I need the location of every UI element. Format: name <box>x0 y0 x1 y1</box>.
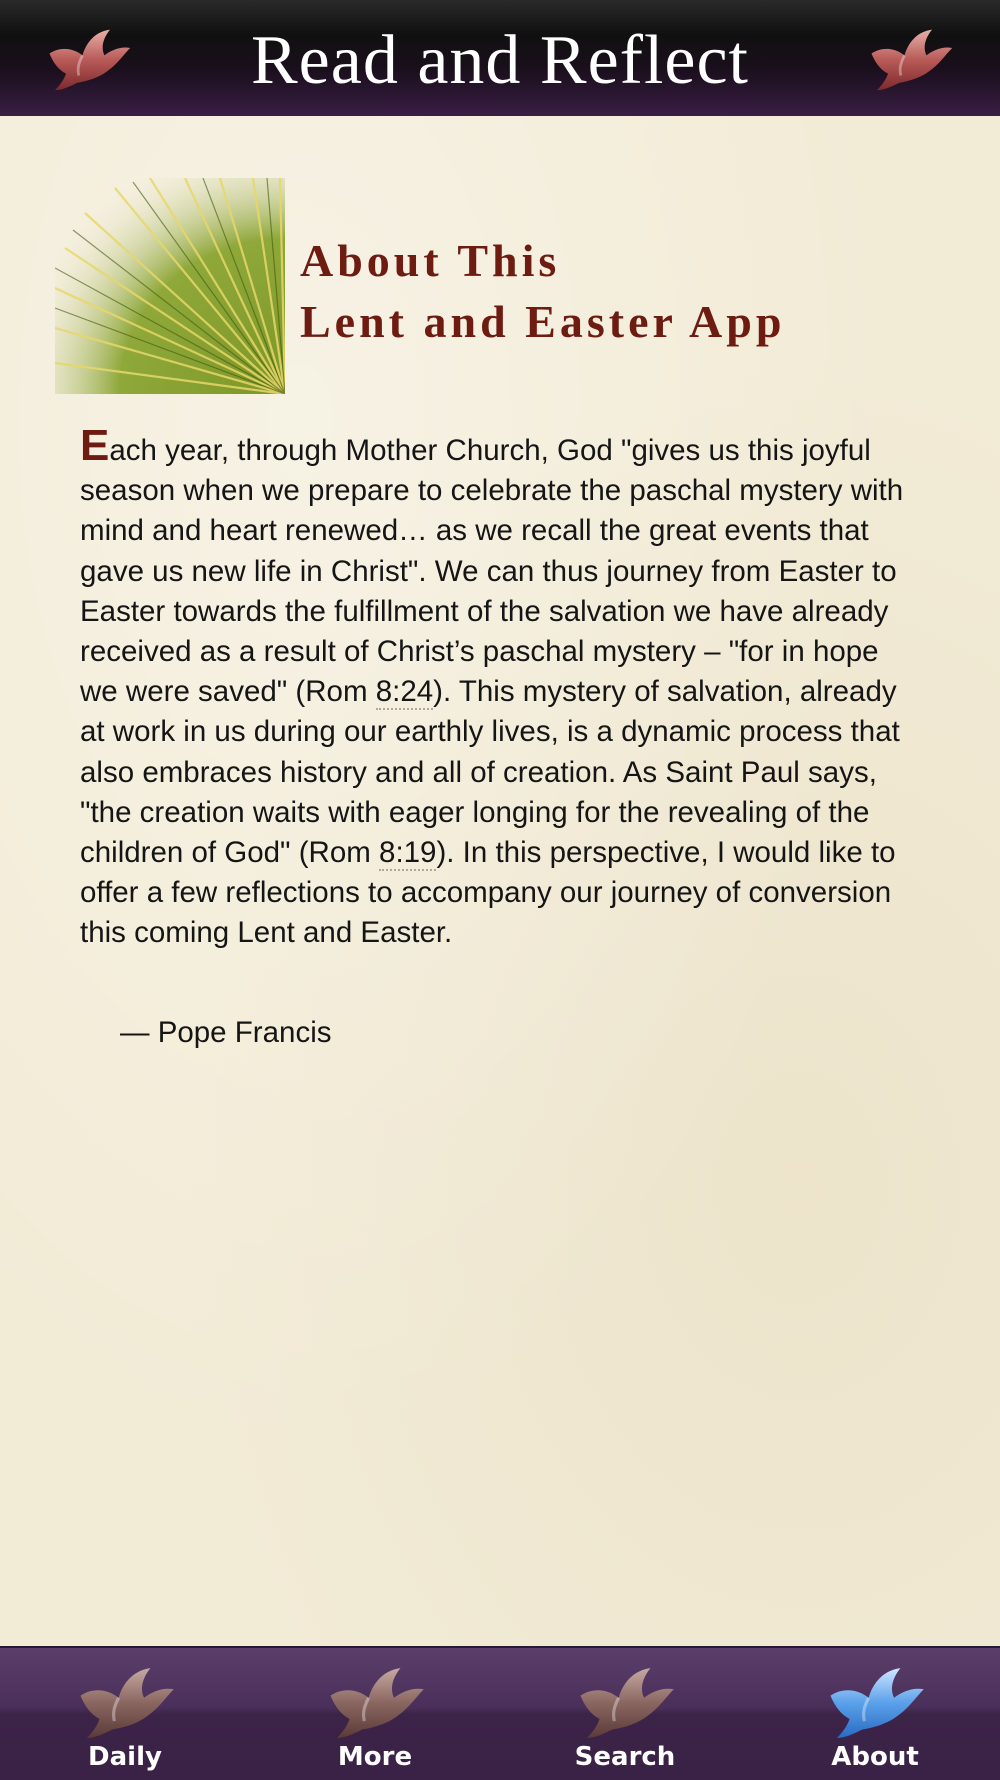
heading-line-2: Lent and Easter App <box>300 296 786 347</box>
about-content <box>0 116 1000 1646</box>
tab-more[interactable] <box>250 1648 500 1780</box>
body-text-part-2: ). This mystery of salvation, already at work in us during our earthly lives, is a dynamic process that also embraces history and all of creation. As Saint Paul says, "the creation waits with eager longing for the revealing of the children of God" (Rom <box>80 675 900 870</box>
tab-daily[interactable] <box>0 1648 250 1780</box>
body-text-part-1: ach year, through Mother Church, God "gives us this joyful season when we prepare to celebrate the paschal mystery with mind and heart renewed… as we recall the great events that gave us new life in Christ". We can thus journey from Easter to Easter towards the fulfillment of the salvation we have already received as a result of Christ’s paschal mystery – "for in hope we were saved" (Rom <box>80 434 904 709</box>
scripture-link-rom-8-19[interactable]: 8:19 <box>379 836 437 870</box>
scripture-link-rom-8-24[interactable]: 8:24 <box>375 675 434 709</box>
heading-line-1: About This <box>300 235 561 286</box>
dove-icon <box>822 1660 928 1744</box>
dove-icon <box>572 1660 678 1744</box>
tab-label: More <box>337 1742 413 1772</box>
tab-search[interactable] <box>500 1648 750 1780</box>
tab-label: About <box>831 1742 919 1772</box>
palm-frond-image <box>55 178 285 394</box>
attribution: — Pope Francis <box>120 1016 332 1049</box>
drop-cap: E <box>80 421 110 470</box>
page-heading <box>300 230 785 352</box>
dove-icon <box>864 26 956 92</box>
tab-label: Daily <box>88 1742 162 1772</box>
app-title: Read and Reflect <box>250 22 749 99</box>
navigation-bar <box>0 0 1000 116</box>
dove-icon <box>322 1660 428 1744</box>
body-text-part-3: ). In this perspective, I would like to offer a few reflections to accompany our journey of conversion this coming Lent and Easter. <box>80 836 896 950</box>
dove-icon <box>72 1660 178 1744</box>
tab-label: Search <box>574 1742 676 1772</box>
tab-bar <box>0 1646 1000 1780</box>
tab-about[interactable] <box>750 1648 1000 1780</box>
body-paragraph <box>80 421 920 954</box>
